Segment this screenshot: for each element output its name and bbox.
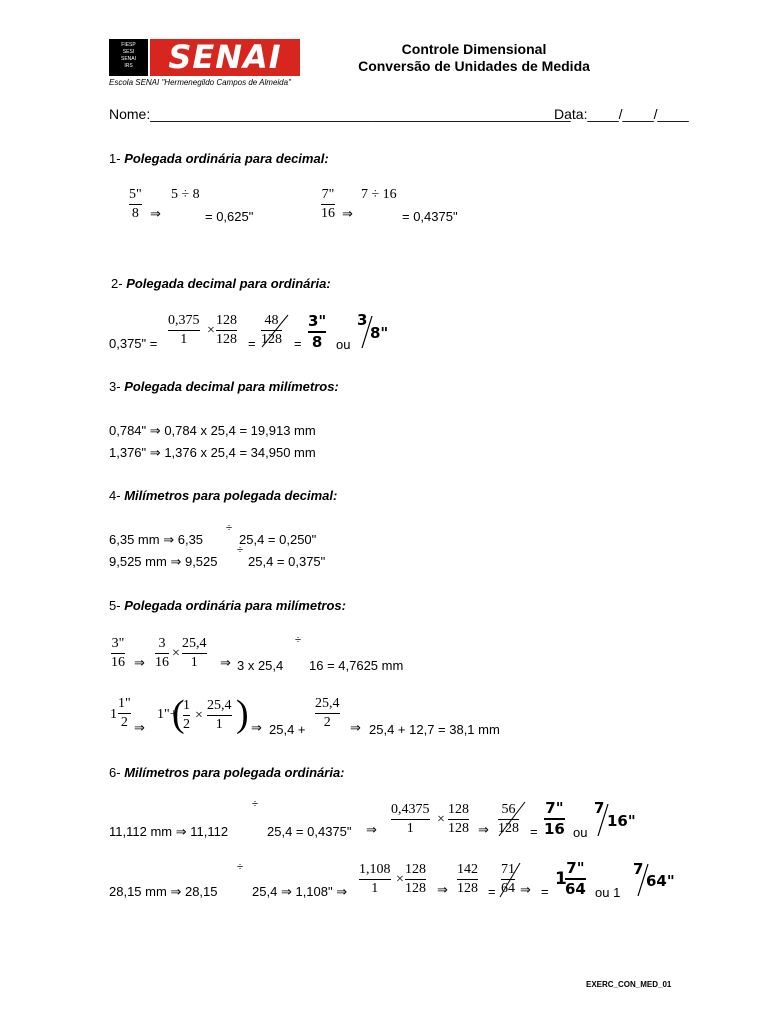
- denominator: 128: [448, 821, 469, 836]
- numerator: 1": [118, 696, 131, 711]
- divide-icon: ÷: [295, 634, 302, 646]
- text: 11,112: [190, 824, 229, 839]
- mixed-whole: 1: [110, 707, 117, 722]
- denominator: 1: [190, 655, 198, 670]
- line: [109, 445, 316, 461]
- text: 0,784": [109, 423, 147, 438]
- mixed-whole: 1: [555, 869, 567, 889]
- date-field[interactable]: Data:____/____/____: [554, 106, 689, 122]
- line: [109, 884, 218, 900]
- section-number: 6-: [109, 765, 121, 780]
- paren-open: (: [172, 693, 185, 735]
- text: 28,15: [184, 884, 218, 899]
- section-number: 2-: [111, 276, 123, 291]
- numerator: 56: [501, 802, 516, 817]
- denominator: 1: [406, 821, 414, 836]
- fraction: [448, 802, 469, 837]
- section-number: 1-: [109, 151, 121, 166]
- denominator: 16: [321, 206, 335, 221]
- text: 25,4: [252, 884, 278, 899]
- numerator: 3: [158, 636, 166, 651]
- fraction: [111, 636, 125, 671]
- equals: =: [530, 824, 538, 839]
- text: 25,4 +: [269, 722, 306, 737]
- text: 25,4 + 12,7 = 38,1 mm: [369, 722, 500, 737]
- fraction: [216, 313, 237, 348]
- slash-denominator: 8": [370, 324, 389, 342]
- text: 25,4 = 0,4375": [267, 824, 352, 839]
- section-number: 4-: [109, 488, 121, 503]
- times-icon: ×: [195, 708, 203, 723]
- text: 6,35 mm: [109, 532, 160, 547]
- paren-close: ): [236, 693, 249, 735]
- denominator: 8: [311, 333, 323, 351]
- section-1-heading: [109, 151, 329, 166]
- result: = 0,4375": [402, 209, 458, 224]
- times-icon: ×: [207, 323, 215, 338]
- cancel-slash: [495, 800, 529, 838]
- section-title: Polegada ordinária para decimal:: [124, 151, 329, 166]
- ou-text: ou: [336, 337, 351, 352]
- denominator: 2: [183, 717, 190, 732]
- section-number: 5-: [109, 598, 121, 613]
- denominator: 1: [215, 717, 223, 732]
- numerator: 0,375: [168, 313, 200, 328]
- numerator: 7": [321, 187, 335, 202]
- arrow-icon: ⇒: [149, 446, 161, 461]
- denominator: 128: [261, 332, 282, 347]
- logo-small-text: IRS: [124, 63, 133, 69]
- fraction: [129, 187, 142, 222]
- denominator: 16: [111, 655, 125, 670]
- arrow-icon: ⇒: [170, 885, 182, 900]
- text: 1,376 x 25,4 = 34,950 mm: [164, 445, 316, 460]
- section-6-heading: [109, 765, 345, 780]
- section-2-heading: [111, 276, 331, 291]
- denominator: 8: [131, 206, 139, 221]
- denominator: 64: [501, 881, 515, 896]
- section-title: Milímetros para polegada decimal:: [124, 488, 338, 503]
- division: 5 ÷ 8: [171, 187, 200, 202]
- slash-denominator: 16": [607, 812, 636, 830]
- senai-logo: [109, 39, 300, 76]
- line: [252, 884, 347, 900]
- times-icon: ×: [172, 646, 180, 661]
- divide-icon: ÷: [252, 798, 259, 810]
- denominator: 1: [371, 881, 379, 896]
- numerator: 128: [405, 862, 426, 877]
- arrow-icon: ⇒: [251, 721, 262, 736]
- denominator: 128: [405, 881, 426, 896]
- slash-numerator: 7: [594, 799, 605, 817]
- numerator: 1,108: [359, 862, 391, 877]
- numerator: 3": [308, 312, 327, 330]
- text: 1"+: [157, 707, 178, 722]
- footer-code: EXERC_CON_MED_01: [586, 980, 672, 989]
- school-name: Escola SENAI "Hermenegildo Campos de Almeida": [109, 78, 291, 87]
- denominator: 16: [544, 820, 565, 838]
- divide-icon: ÷: [226, 522, 233, 534]
- result-fraction: [565, 860, 586, 898]
- line: [109, 824, 228, 840]
- text: 9,525: [184, 554, 218, 569]
- section-title: Polegada decimal para milímetros:: [124, 379, 339, 394]
- logo-small-text: SENAI: [120, 56, 136, 62]
- doc-subtitle: Conversão de Unidades de Medida: [358, 58, 590, 74]
- arrow-icon: ⇒: [336, 885, 348, 900]
- fraction: [118, 696, 131, 731]
- logo-small-text: SESI: [122, 49, 135, 55]
- arrow-icon: ⇒: [220, 656, 231, 671]
- slash-denominator: 64": [646, 872, 675, 890]
- fraction: [168, 313, 200, 348]
- denominator: 2: [120, 715, 128, 730]
- denominator: 128: [216, 332, 237, 347]
- result-fraction: [544, 800, 565, 838]
- line: [109, 423, 316, 439]
- section-5-heading: [109, 598, 346, 613]
- fraction: [321, 187, 335, 222]
- arrow-icon: ⇒: [437, 883, 448, 898]
- arrow-icon: ⇒: [280, 885, 292, 900]
- denominator: 2: [323, 715, 331, 730]
- denominator: 128: [498, 821, 519, 836]
- cancel-slash: [258, 313, 292, 349]
- denominator: 64: [565, 880, 586, 898]
- line: [109, 532, 203, 548]
- logo-senai: SENAI: [150, 39, 300, 76]
- arrow-icon: ⇒: [163, 533, 175, 548]
- section-4-heading: [109, 488, 337, 503]
- arrow-icon: ⇒: [150, 207, 161, 222]
- lhs: 0,375" =: [109, 336, 158, 351]
- arrow-icon: ⇒: [366, 823, 377, 838]
- fraction: [207, 698, 232, 733]
- denominator: 16: [155, 655, 169, 670]
- numerator: 25,4: [182, 636, 207, 651]
- text: 28,15 mm: [109, 884, 167, 899]
- fraction: [183, 698, 190, 733]
- fraction: [182, 636, 207, 671]
- numerator: 0,4375: [391, 802, 430, 817]
- text: 3 x 25,4: [237, 658, 284, 673]
- result-fraction: [308, 313, 326, 351]
- equals: =: [541, 884, 549, 899]
- numerator: 1: [183, 698, 190, 713]
- arrow-icon: ⇒: [350, 721, 361, 736]
- text: 1,376": [109, 445, 147, 460]
- numerator: 25,4: [207, 698, 232, 713]
- text: 11,112 mm: [109, 824, 173, 839]
- fraction: [405, 862, 426, 897]
- numerator: 48: [264, 313, 279, 328]
- text: 16 = 4,7625 mm: [309, 658, 404, 673]
- denominator: 128: [457, 881, 478, 896]
- numerator: 3": [111, 636, 125, 651]
- denominator: 1: [180, 332, 188, 347]
- section-number: 3-: [109, 379, 121, 394]
- division: 7 ÷ 16: [361, 187, 397, 202]
- numerator: 71: [501, 862, 515, 877]
- divide-icon: ÷: [237, 544, 244, 556]
- equals: =: [488, 884, 496, 899]
- slash-numerator: 3: [357, 311, 368, 329]
- arrow-icon: ⇒: [170, 555, 182, 570]
- fraction: [457, 862, 478, 897]
- text: 25,4 = 0,375": [248, 554, 326, 569]
- section-title: Polegada decimal para ordinária:: [126, 276, 331, 291]
- numerator: 128: [216, 313, 237, 328]
- numerator: 25,4: [315, 696, 340, 711]
- text: 0,784 x 25,4 = 19,913 mm: [164, 423, 316, 438]
- section-title: Milímetros para polegada ordinária:: [124, 765, 345, 780]
- arrow-icon: ⇒: [134, 721, 145, 736]
- numerator: 128: [448, 802, 469, 817]
- times-icon: ×: [396, 872, 404, 887]
- divide-icon: ÷: [237, 861, 244, 873]
- text: 6,35: [177, 532, 204, 547]
- fraction: [391, 802, 430, 837]
- text: 1,108": [295, 884, 333, 899]
- numerator: 7": [545, 799, 564, 817]
- fraction: [155, 636, 169, 671]
- arrow-icon: ⇒: [134, 656, 145, 671]
- fraction: [359, 862, 391, 897]
- arrow-icon: ⇒: [342, 207, 353, 222]
- result: = 0,625": [205, 209, 254, 224]
- arrow-icon: ⇒: [478, 823, 489, 838]
- numerator: 7": [566, 859, 585, 877]
- logo-small-text: FIESP: [121, 42, 136, 48]
- numerator: 142: [457, 862, 478, 877]
- arrow-icon: ⇒: [520, 883, 531, 898]
- slash-numerator: 7: [633, 860, 644, 878]
- arrow-icon: ⇒: [149, 424, 161, 439]
- name-field[interactable]: Nome:______________________________________________________: [109, 106, 571, 122]
- line: [109, 554, 218, 570]
- numerator: 5": [129, 187, 142, 202]
- ou-text: ou: [573, 825, 588, 840]
- fraction: [315, 696, 340, 731]
- text: 25,4 = 0,250": [239, 532, 317, 547]
- ou-text: ou 1: [595, 885, 621, 900]
- equals: =: [248, 336, 256, 351]
- equals: =: [294, 336, 302, 351]
- doc-title: Controle Dimensional: [401, 41, 547, 57]
- arrow-icon: ⇒: [175, 825, 187, 840]
- times-icon: ×: [437, 812, 445, 827]
- logo-small-block: [109, 39, 148, 76]
- text: 9,525 mm: [109, 554, 167, 569]
- section-3-heading: [109, 379, 339, 394]
- section-title: Polegada ordinária para milímetros:: [124, 598, 346, 613]
